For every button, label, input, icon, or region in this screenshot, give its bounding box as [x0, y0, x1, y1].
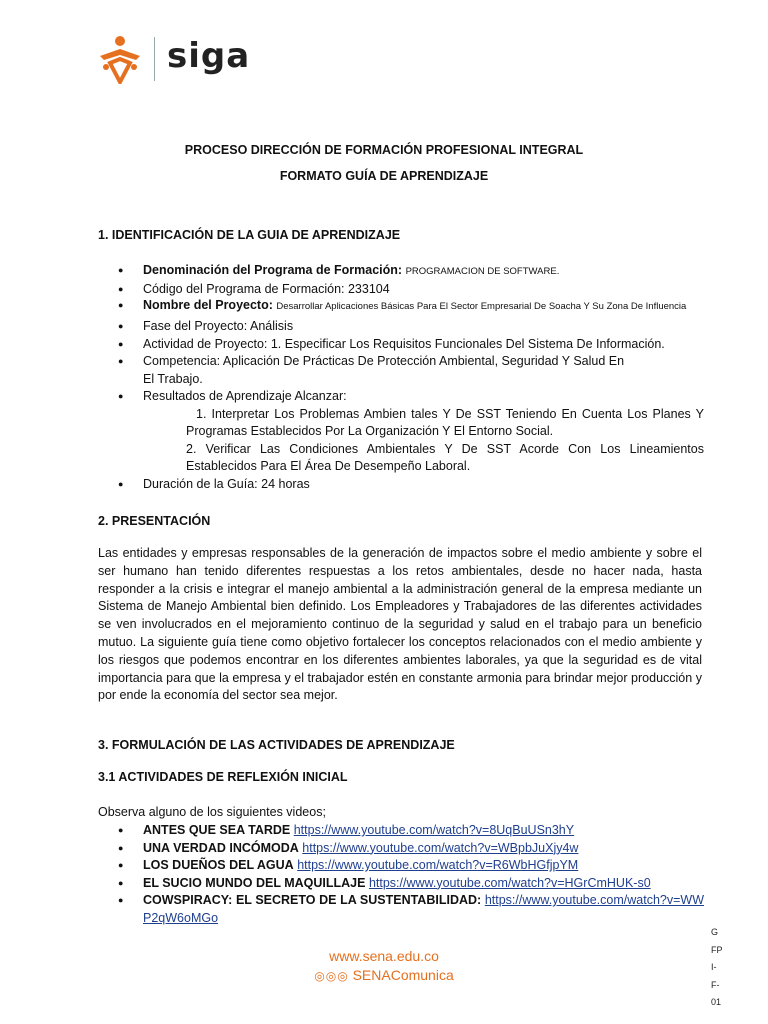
- video-link[interactable]: https://www.youtube.com/watch?v=8UqBuUSn3hY: [293, 823, 575, 837]
- siga-wordmark: siga: [167, 36, 251, 76]
- list-item: ● Fase del Proyecto: Análisis: [98, 318, 704, 336]
- list-item: ● Nombre del Proyecto: Desarrollar Aplicaciones Básicas Para El Sector Empresarial De Soacha Y Su Zona De Influencia: [98, 298, 704, 314]
- list-item: ● Duración de la Guía: 24 horas: [98, 476, 704, 494]
- video-item: ● ANTES QUE SEA TARDE https://www.youtube.com/watch?v=8UqBuUSn3hY: [98, 822, 704, 840]
- section-3-1-heading: 3.1 ACTIVIDADES DE REFLEXIÓN INICIAL: [98, 770, 348, 784]
- footer-social: [0, 967, 768, 983]
- video-item: ● EL SUCIO MUNDO DEL MAQUILLAJE https://www.youtube.com/watch?v=HGrCmHUK-s0: [98, 875, 704, 893]
- result-1: 1. Interpretar Los Problemas Ambien tales Y De SST Teniendo En Cuenta Los Planes Y Programas Establecidos Por La Organización Y El Entorno Social.: [186, 406, 704, 438]
- sena-logo-icon: [96, 34, 144, 84]
- video-list: [98, 822, 704, 927]
- logo: [96, 34, 250, 84]
- list-item: ● Código del Programa de Formación: 233104: [98, 281, 704, 299]
- logo-divider: [154, 37, 155, 81]
- video-link[interactable]: https://www.youtube.com/watch?v=WBpbJuXjy4w: [302, 840, 579, 855]
- social-icons: ◎◎◎: [314, 969, 349, 983]
- section-2-heading: 2. PRESENTACIÓN: [98, 514, 211, 528]
- list-item: ● Competencia: Aplicación De Prácticas De Protección Ambiental, Seguridad Y Salud En El Trabajo.: [98, 353, 704, 388]
- list-item: ● Actividad de Proyecto: 1. Especificar Los Requisitos Funcionales Del Sistema De Información.: [98, 336, 704, 354]
- video-link[interactable]: https://www.youtube.com/watch?v=HGrCmHUK-s0: [368, 875, 651, 890]
- list-item: ● Denominación del Programa de Formación: PROGRAMACION DE SOFTWARE.: [98, 262, 704, 281]
- video-link[interactable]: https://www.youtube.com/watch?v=WWP2qW6oMGo: [143, 893, 704, 925]
- footer-url[interactable]: www.sena.edu.co: [329, 948, 439, 964]
- result-2: 2. Verificar Las Condiciones Ambientales Y De SST Acorde Con Los Lineamientos Establecidos Para El Área De Desempeño Laboral.: [186, 441, 704, 473]
- social-handle: SENAComunica: [352, 967, 454, 983]
- section-3-heading: 3. FORMULACIÓN DE LAS ACTIVIDADES DE APRENDIZAJE: [98, 738, 455, 752]
- video-link[interactable]: https://www.youtube.com/watch?v=R6WbHGfjpYM: [297, 858, 579, 872]
- video-item: ● COWSPIRACY: EL SECRETO DE LA SUSTENTABILIDAD: https://www.youtube.com/watch?v=WWP2qW6oMGo: [98, 892, 704, 927]
- video-item: ● LOS DUEÑOS DEL AGUA https://www.youtube.com/watch?v=R6WbHGfjpYM: [98, 857, 704, 875]
- video-item: ● UNA VERDAD INCÓMODA https://www.youtube.com/watch?v=WBpbJuXjy4w: [98, 840, 704, 858]
- document-title-2: FORMATO GUÍA DE APRENDIZAJE: [279, 169, 489, 183]
- list-item: ● Resultados de Aprendizaje Alcanzar: 1. Interpretar Los Problemas Ambien tales Y De SST Teniendo En Cuenta Los Planes Y Programas Establecidos Por La Organización Y El Entorno Social. 2. Verificar Las Condiciones Ambientales Y De SST Acorde Con Los Lineamientos Establecidos Para El Área De Desempeño Laboral.: [98, 388, 704, 476]
- presentation-paragraph: Las entidades y empresas responsables de la generación de impactos sobre el medio ambiente y sobre el ser humano han tenido diferentes respuestas a los retos ambientales, desde no hacer nada, hasta responder a la crisis e integrar el manejo ambiental a la administración general de la empresa mediante un Sistema de Manejo Ambiental bien definido. Los Empleadores y Trabajadores de las diferentes actividades se ven involucrados en el mejoramiento continuo de la seguridad y salud en el trabajo para un beneficio mutuo. La siguiente guía tiene como objetivo fortalecer los conceptos relacionados con el medio ambiente y los riesgos que podemos encontrar en los diferentes ambientes laborales, ya que la seguridad es de vital importancia para que la empresa y el trabajador estén en constante armonia para brindar mejor producción y por ende la economía del sector sea mejor.: [98, 546, 702, 703]
- section-1-heading: 1. IDENTIFICACIÓN DE LA GUIA DE APRENDIZAJE: [98, 228, 401, 242]
- document-title-1: PROCESO DIRECCIÓN DE FORMACIÓN PROFESIONAL INTEGRAL: [184, 143, 584, 157]
- form-code: G FP I- F- 01: [711, 927, 723, 1008]
- videos-intro: Observa alguno de los siguientes videos;: [98, 805, 326, 819]
- identification-list: [98, 262, 704, 493]
